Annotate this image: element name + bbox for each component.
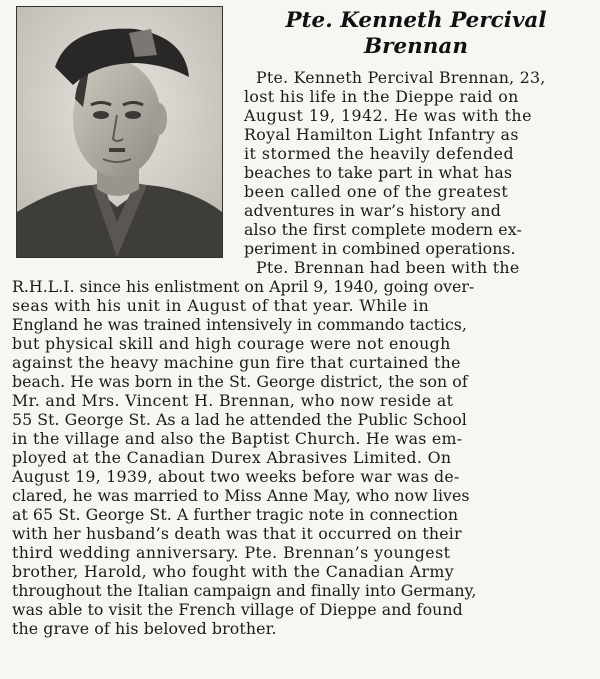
body-line: England he was trained intensively in commando tactics, xyxy=(12,315,467,334)
body-line: 55 St. George St. As a lad he attended the Public School xyxy=(12,410,467,429)
body-line: seas with his unit in August of that year. While in xyxy=(12,296,430,315)
body-line: Pte. Kenneth Percival Brennan, 23, xyxy=(256,68,546,87)
body-line: beach. He was born in the St. George district, the son of xyxy=(12,372,468,391)
body-line: adventures in war’s history and xyxy=(244,201,501,220)
body-line: August 19, 1942. He was with the xyxy=(244,106,532,125)
body-line: against the heavy machine gun fire that curtained the xyxy=(12,353,461,372)
body-line: periment in combined operations. xyxy=(244,239,516,258)
body-line: at 65 St. George St. A further tragic note in connection xyxy=(12,505,459,524)
title-line-1: Pte. Kenneth Percival xyxy=(285,8,547,33)
body-line: lost his life in the Dieppe raid on xyxy=(244,87,519,106)
body-line: with her husband’s death was that it occurred on their xyxy=(12,524,462,543)
article-body xyxy=(12,0,597,679)
body-line: the grave of his beloved brother. xyxy=(12,619,277,638)
body-line: was able to visit the French village of Dieppe and found xyxy=(12,600,463,619)
body-line: throughout the Italian campaign and finally into Germany, xyxy=(12,581,477,600)
body-line: beaches to take part in what has xyxy=(244,163,513,182)
body-line: ployed at the Canadian Durex Abrasives Limited. On xyxy=(12,448,452,467)
body-line: brother, Harold, who fought with the Canadian Army xyxy=(12,562,455,581)
body-line: Pte. Brennan had been with the xyxy=(256,258,520,277)
body-line: R.H.L.I. since his enlistment on April 9, 1940, going over- xyxy=(12,277,475,296)
body-line: in the village and also the Baptist Church. He was em- xyxy=(12,429,463,448)
body-line: it stormed the heavily defended xyxy=(244,144,515,163)
body-line: August 19, 1939, about two weeks before war was de- xyxy=(12,467,460,486)
title-line-2: Brennan xyxy=(363,34,468,59)
body-line: Royal Hamilton Light Infantry as xyxy=(244,125,519,144)
body-line: but physical skill and high courage were not enough xyxy=(12,334,451,353)
body-line: also the first complete modern ex- xyxy=(244,220,522,239)
body-line: clared, he was married to Miss Anne May, who now lives xyxy=(12,486,470,505)
body-line: been called one of the greatest xyxy=(244,182,509,201)
body-line: Mr. and Mrs. Vincent H. Brennan, who now reside at xyxy=(12,391,454,410)
body-line: third wedding anniversary. Pte. Brennan’s youngest xyxy=(12,543,451,562)
